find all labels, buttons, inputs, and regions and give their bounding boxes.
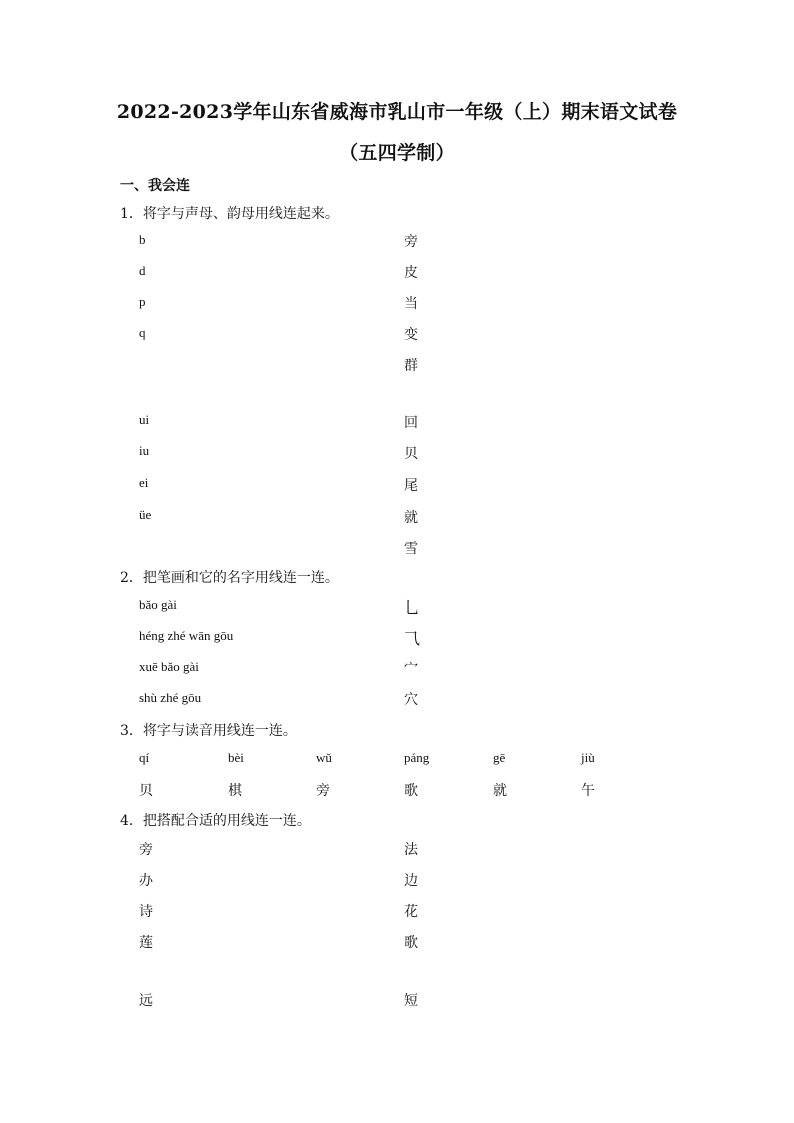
initial-d[interactable]: d bbox=[139, 263, 146, 278]
stroke-glyph-2[interactable]: ⺄ bbox=[404, 629, 421, 648]
stroke-name-2[interactable]: héng zhé wān gōu bbox=[139, 628, 234, 643]
final-ui[interactable]: ui bbox=[139, 412, 150, 427]
char-hui[interactable]: 回 bbox=[404, 415, 418, 431]
word-right-1[interactable]: 法 bbox=[404, 842, 418, 858]
pinyin-pang[interactable]: páng bbox=[404, 750, 430, 765]
word-right-5[interactable]: 短 bbox=[404, 993, 418, 1009]
char-bei[interactable]: 贝 bbox=[404, 446, 418, 462]
char-qun[interactable]: 群 bbox=[404, 358, 418, 374]
word-left-2[interactable]: 办 bbox=[139, 873, 153, 889]
question-2-prompt: 2．把笔画和它的名字用线连一连。 bbox=[120, 570, 339, 586]
initial-p[interactable]: p bbox=[139, 294, 146, 309]
stroke-name-4[interactable]: shù zhé gōu bbox=[139, 690, 202, 705]
pinyin-bei[interactable]: bèi bbox=[228, 750, 244, 765]
stroke-name-1[interactable]: bǎo gài bbox=[139, 597, 177, 612]
char-xue[interactable]: 雪 bbox=[404, 541, 418, 557]
stroke-glyph-1[interactable]: 乚 bbox=[404, 598, 421, 617]
final-ei[interactable]: ei bbox=[139, 475, 149, 490]
word-left-5[interactable]: 远 bbox=[139, 993, 153, 1009]
char-pang[interactable]: 旁 bbox=[404, 234, 418, 250]
section-heading: 一、我会连 bbox=[120, 178, 190, 194]
char-pang-q3[interactable]: 旁 bbox=[316, 783, 330, 799]
stroke-glyph-4[interactable]: 穴 bbox=[404, 692, 418, 708]
char-wei[interactable]: 尾 bbox=[404, 478, 418, 494]
word-left-1[interactable]: 旁 bbox=[139, 842, 153, 858]
stroke-name-3[interactable]: xuē bǎo gài bbox=[139, 659, 199, 674]
exam-subtitle: （五四学制） bbox=[339, 142, 455, 164]
exam-title: 2022-2023学年山东省威海市乳山市一年级（上）期末语文试卷 bbox=[116, 101, 678, 123]
pinyin-qi[interactable]: qí bbox=[139, 750, 150, 765]
char-ge-q3[interactable]: 歌 bbox=[404, 783, 418, 799]
question-4-prompt: 4．把搭配合适的用线连一连。 bbox=[120, 813, 311, 829]
pinyin-jiu[interactable]: jiù bbox=[581, 750, 595, 765]
word-left-3[interactable]: 诗 bbox=[139, 904, 153, 920]
char-bei-q3[interactable]: 贝 bbox=[139, 783, 153, 799]
initial-q[interactable]: q bbox=[139, 325, 146, 340]
question-1-prompt: 1．将字与声母、韵母用线连起来。 bbox=[120, 206, 339, 222]
question-3-prompt: 3．将字与读音用线连一连。 bbox=[120, 723, 297, 739]
word-right-2[interactable]: 边 bbox=[404, 873, 418, 889]
final-ue[interactable]: üe bbox=[139, 507, 152, 522]
final-iu[interactable]: iu bbox=[139, 443, 150, 458]
char-jiu[interactable]: 就 bbox=[404, 510, 418, 526]
char-pi[interactable]: 皮 bbox=[404, 265, 418, 281]
word-left-4[interactable]: 莲 bbox=[139, 935, 153, 951]
pinyin-ge[interactable]: gē bbox=[493, 750, 506, 765]
pinyin-wu[interactable]: wǔ bbox=[316, 750, 332, 765]
char-jiu-q3[interactable]: 就 bbox=[493, 783, 507, 799]
stroke-glyph-3[interactable]: 宀 bbox=[404, 661, 418, 677]
char-bian[interactable]: 变 bbox=[404, 327, 418, 343]
char-wu-q3[interactable]: 午 bbox=[581, 783, 595, 799]
word-right-3[interactable]: 花 bbox=[404, 904, 418, 920]
initial-b[interactable]: b bbox=[139, 232, 146, 247]
char-qi-q3[interactable]: 棋 bbox=[228, 783, 242, 799]
word-right-4[interactable]: 歌 bbox=[404, 935, 418, 951]
char-dang[interactable]: 当 bbox=[404, 296, 418, 312]
